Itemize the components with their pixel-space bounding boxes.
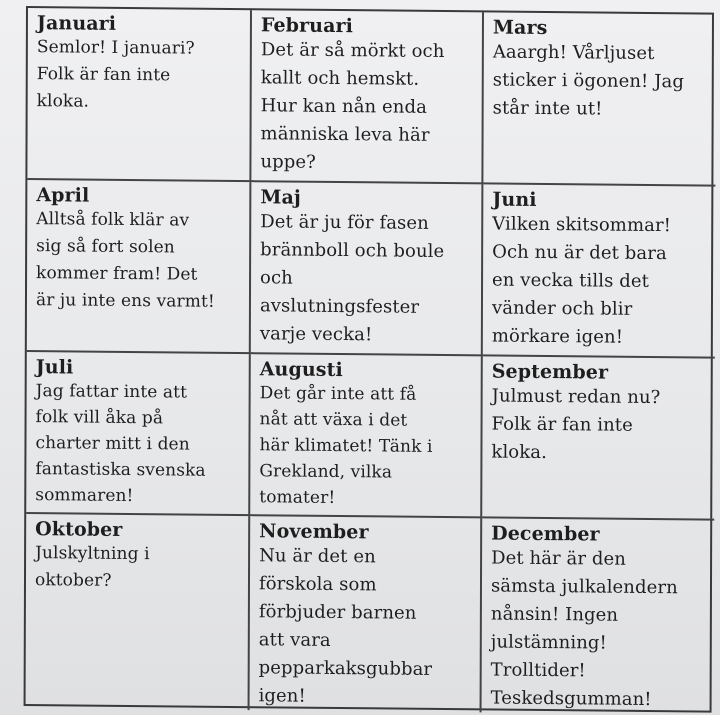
cell-juni bbox=[483, 184, 716, 358]
month-name: Juni bbox=[492, 188, 537, 211]
month-name: Mars bbox=[492, 16, 548, 40]
month-complaints-table bbox=[24, 6, 714, 713]
month-text: Det är så mörkt och kallt och hemskt. Hur kan nån enda människa leva här uppe? bbox=[260, 39, 445, 173]
month-name: Januari bbox=[36, 12, 117, 35]
cell-februari bbox=[251, 10, 484, 184]
cell-september bbox=[482, 356, 715, 520]
month-text: Semlor! I januari? Folk är fan inte kloka. bbox=[36, 37, 195, 112]
month-text: Det är ju för fasen brännboll och boule och avslutningsfester varje vecka! bbox=[259, 211, 445, 346]
month-text: Julskyltning i oktober? bbox=[34, 543, 150, 591]
month-text: Jag fattar inte att folk vill åka på charter mitt i den fantastiska svenska sommaren! bbox=[35, 381, 206, 507]
month-text: Vilken skitsommar! Och nu är det bara en vecka tills det vänder och blir mörkare igen! bbox=[491, 213, 672, 348]
month-text: Alltså folk klär av sig så fort solen kommer fram! Det är ju inte ens varmt! bbox=[35, 209, 215, 312]
cell-maj bbox=[251, 182, 484, 356]
month-name: September bbox=[491, 360, 609, 384]
month-name: April bbox=[36, 184, 90, 207]
month-text: Aaargh! Vårljuset sticker i ögonen! Jag står inte ut! bbox=[492, 41, 685, 120]
month-text: Det här är den sämsta julkalendern nånsin! Ingen julstämning! Trolltider! Teskedsgumman! bbox=[490, 547, 678, 711]
cell-januari bbox=[27, 8, 252, 182]
month-text: Det går inte att få nåt att växa i det här klimatet! Tänk i Grekland, vilka tomater! bbox=[259, 383, 433, 508]
month-text: Julmust redan nu? Folk är fan inte kloka. bbox=[491, 385, 661, 464]
month-name: Maj bbox=[260, 186, 301, 209]
cell-juli bbox=[26, 352, 251, 516]
cell-november bbox=[250, 516, 483, 712]
month-name: December bbox=[491, 522, 600, 546]
month-name: Februari bbox=[260, 14, 353, 38]
cell-april bbox=[27, 180, 252, 354]
cell-december bbox=[482, 518, 715, 714]
cell-augusti bbox=[250, 354, 483, 518]
cell-mars bbox=[483, 12, 716, 186]
month-name: Juli bbox=[35, 356, 74, 379]
month-name: Augusti bbox=[259, 358, 343, 382]
month-name: November bbox=[259, 520, 369, 544]
month-text: Nu är det en förskola som förbjuder barnen att vara pepparkaksgubbar igen! bbox=[258, 545, 433, 707]
cell-oktober bbox=[26, 514, 251, 710]
month-name: Oktober bbox=[35, 518, 123, 541]
